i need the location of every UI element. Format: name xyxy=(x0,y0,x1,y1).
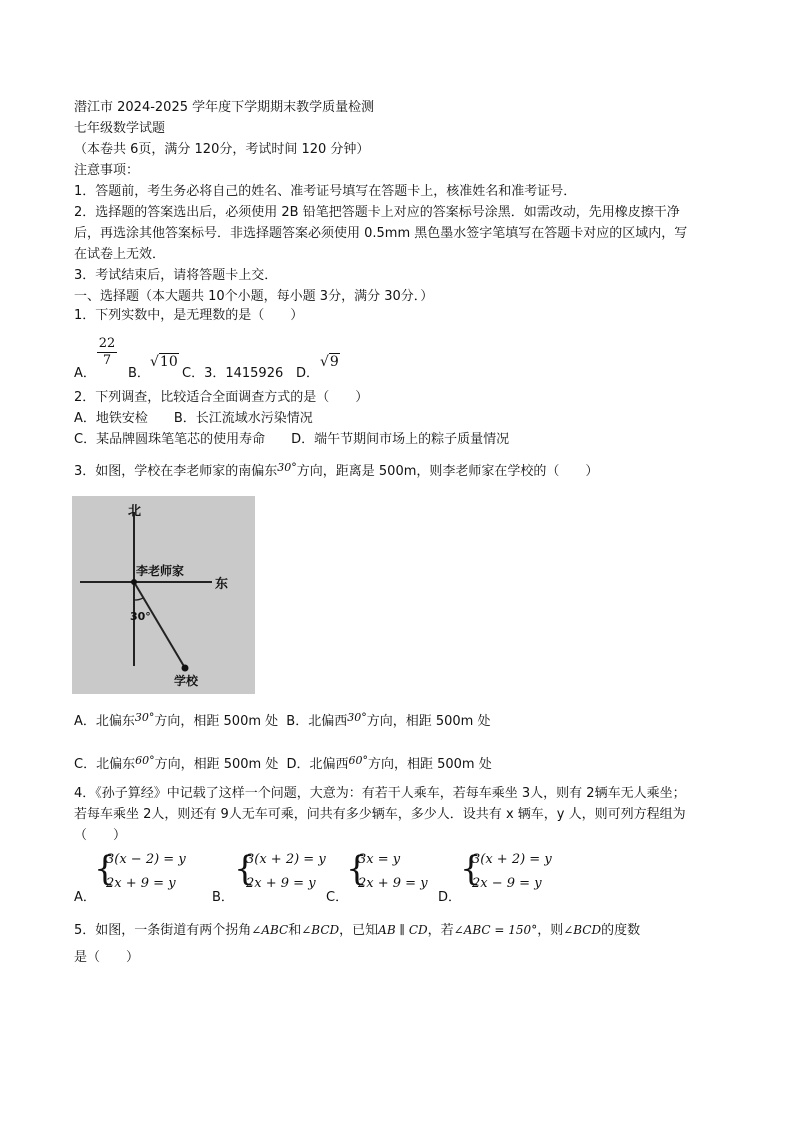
notice-item-3: 3．考试结束后，请将答题卡上交． xyxy=(74,268,278,283)
q5-math-parallel: AB ∥ CD xyxy=(378,923,428,937)
q5-text-5: ，则 xyxy=(537,923,564,938)
sqrt-icon: √ xyxy=(150,354,159,370)
q1-option-d-radicand: 9 xyxy=(329,354,339,370)
q5-text-6: 的度数 xyxy=(601,923,641,938)
q1-fraction-numerator: 22 xyxy=(98,336,116,351)
figure-east-label: 东 xyxy=(215,577,229,592)
question-4-line-3: （ ） xyxy=(74,828,127,843)
q3-stem-angle: 30° xyxy=(277,461,297,474)
question-3-options-ab xyxy=(74,712,490,732)
q4-option-b-label: B． xyxy=(212,890,234,905)
question-5-line-2: 是（ ） xyxy=(74,950,140,965)
q3-option-a-part-2: 方向，相距 500m 处 xyxy=(154,714,279,729)
q3-option-d-part-2: 方向，相距 500m 处 xyxy=(367,757,492,772)
q1-option-c: C．3．1415926 xyxy=(182,366,284,381)
q5-math-angle-bcd: ∠BCD xyxy=(301,923,340,937)
figure-north-label: 北 xyxy=(128,504,142,519)
q1-fraction-denominator: 7 xyxy=(97,352,117,369)
q1-option-d-label: D． xyxy=(296,366,320,381)
brace-icon: { xyxy=(234,849,256,889)
q4-option-c-eq2: 2x + 9 = y xyxy=(358,876,428,891)
notice-item-1: 1．答题前，考生务必将自己的姓名、准考证号填写在答题卡上，核准姓名和准考证号． xyxy=(74,184,577,199)
question-3-options-cd xyxy=(74,755,492,775)
q3-option-a-angle: 30° xyxy=(134,711,155,724)
q3-stem-part-1: 3．如图，学校在李老师家的南偏东 xyxy=(74,464,278,479)
q3-option-a-part-1: A．北偏东 xyxy=(74,714,135,729)
q1-option-a-fraction xyxy=(97,336,117,369)
q1-option-b-radicand: 10 xyxy=(159,354,178,370)
question-2-options-ab: A．地铁安检 B．长江流域水污染情况 xyxy=(74,411,313,426)
q1-option-a-label: A． xyxy=(74,366,96,381)
q4-option-a-eq1: 3(x − 2) = y xyxy=(106,852,186,867)
q5-text-3: ，已知 xyxy=(339,923,379,938)
q3-option-d-angle: 60° xyxy=(348,754,368,767)
exam-subtitle: 七年级数学试题 xyxy=(74,121,166,136)
exam-title: 潜江市 2024-2025 学年度下学期期末教学质量检测 xyxy=(74,100,375,115)
notice-item-2-line-1: 2．选择题的答案选出后，必须使用 2B 铅笔把答题卡上对应的答案标号涂黑．如需改动，先用橡皮擦干净 xyxy=(74,205,680,220)
question-2-stem: 2．下列调查，比较适合全面调查方式的是（ ） xyxy=(74,390,369,405)
q3-option-b-part-2: 方向，相距 500m 处 xyxy=(366,714,491,729)
brace-icon: { xyxy=(460,849,482,889)
q3-option-c-angle: 60° xyxy=(135,754,155,767)
q5-text-4: ，若 xyxy=(427,923,454,938)
q5-math-angle-abc: ∠ABC xyxy=(251,923,289,937)
q5-math-target-angle: ∠BCD xyxy=(563,923,602,937)
direction-figure xyxy=(72,496,255,694)
figure-school-label: 学校 xyxy=(174,674,199,688)
brace-icon: { xyxy=(346,849,368,889)
q5-math-given-angle: ∠ABC = 150° xyxy=(453,923,538,937)
q4-option-c-eq1: 3x = y xyxy=(358,852,401,867)
notice-item-2-line-2: 后，再选涂其他答案标号．非选择题答案必须使用 0.5mm 黑色墨水签字笔填写在答题卡对应的区域内，写 xyxy=(74,226,688,241)
notice-item-2-line-3: 在试卷上无效． xyxy=(74,247,166,262)
question-4-line-2: 若每车乘坐 2人，则还有 9人无车可乘，问共有多少辆车，多少人．设共有 x 辆车，y 人，则可列方程组为 xyxy=(74,807,686,822)
q1-option-b-label: B． xyxy=(128,366,150,381)
question-4-line-1: 4．《孙子算经》中记载了这样一个问题，大意为：有若干人乘车，若每车乘坐 3人，则有 2辆车无人乘坐； xyxy=(74,786,686,801)
q4-option-d-label: D． xyxy=(438,890,462,905)
q5-text-1: 5．如图，一条街道有两个拐角 xyxy=(74,923,252,938)
q4-option-d-eq2: 2x − 9 = y xyxy=(472,876,542,891)
question-3-stem xyxy=(74,462,598,482)
q3-stem-part-2: 方向，距离是 500m，则李老师家在学校的（ ） xyxy=(296,464,599,479)
q4-option-d-eq1: 3(x + 2) = y xyxy=(472,852,552,867)
q4-option-b-eq1: 3(x + 2) = y xyxy=(246,852,326,867)
q3-option-c-part-2: 方向，相距 500m 处 xyxy=(154,757,279,772)
q4-option-a-eq2: 2x + 9 = y xyxy=(106,876,176,891)
q3-option-d-part-1: D．北偏西 xyxy=(286,757,349,772)
figure-angle-label: 30° xyxy=(130,610,151,623)
question-2-options-cd: C．某品牌圆珠笔笔芯的使用寿命 D．端午节期间市场上的粽子质量情况 xyxy=(74,432,510,447)
sqrt-icon: √ xyxy=(320,354,329,370)
figure-home-label: 李老师家 xyxy=(136,564,185,578)
notice-heading: 注意事项： xyxy=(74,163,140,178)
direction-diagram xyxy=(72,496,255,694)
q3-option-c-part-1: C．北偏东 xyxy=(74,757,136,772)
q1-option-d-radical xyxy=(320,354,340,370)
q5-text-2: 和 xyxy=(288,923,302,938)
q4-option-b-eq2: 2x + 9 = y xyxy=(246,876,316,891)
q3-option-b-angle: 30° xyxy=(347,711,367,724)
q4-option-a-label: A． xyxy=(74,890,96,905)
section-heading: 一、选择题（本大题共 10个小题，每小题 3分，满分 30分．） xyxy=(74,289,434,304)
question-1-stem: 1．下列实数中，是无理数的是（ ） xyxy=(74,308,304,323)
exam-info: （本卷共 6页，满分 120分，考试时间 120 分钟） xyxy=(74,142,370,157)
q4-option-c-label: C． xyxy=(326,890,349,905)
q1-option-b-radical xyxy=(150,354,179,370)
question-5-line-1 xyxy=(74,920,640,940)
q3-option-b-part-1: B．北偏西 xyxy=(286,714,348,729)
brace-icon: { xyxy=(94,849,116,889)
